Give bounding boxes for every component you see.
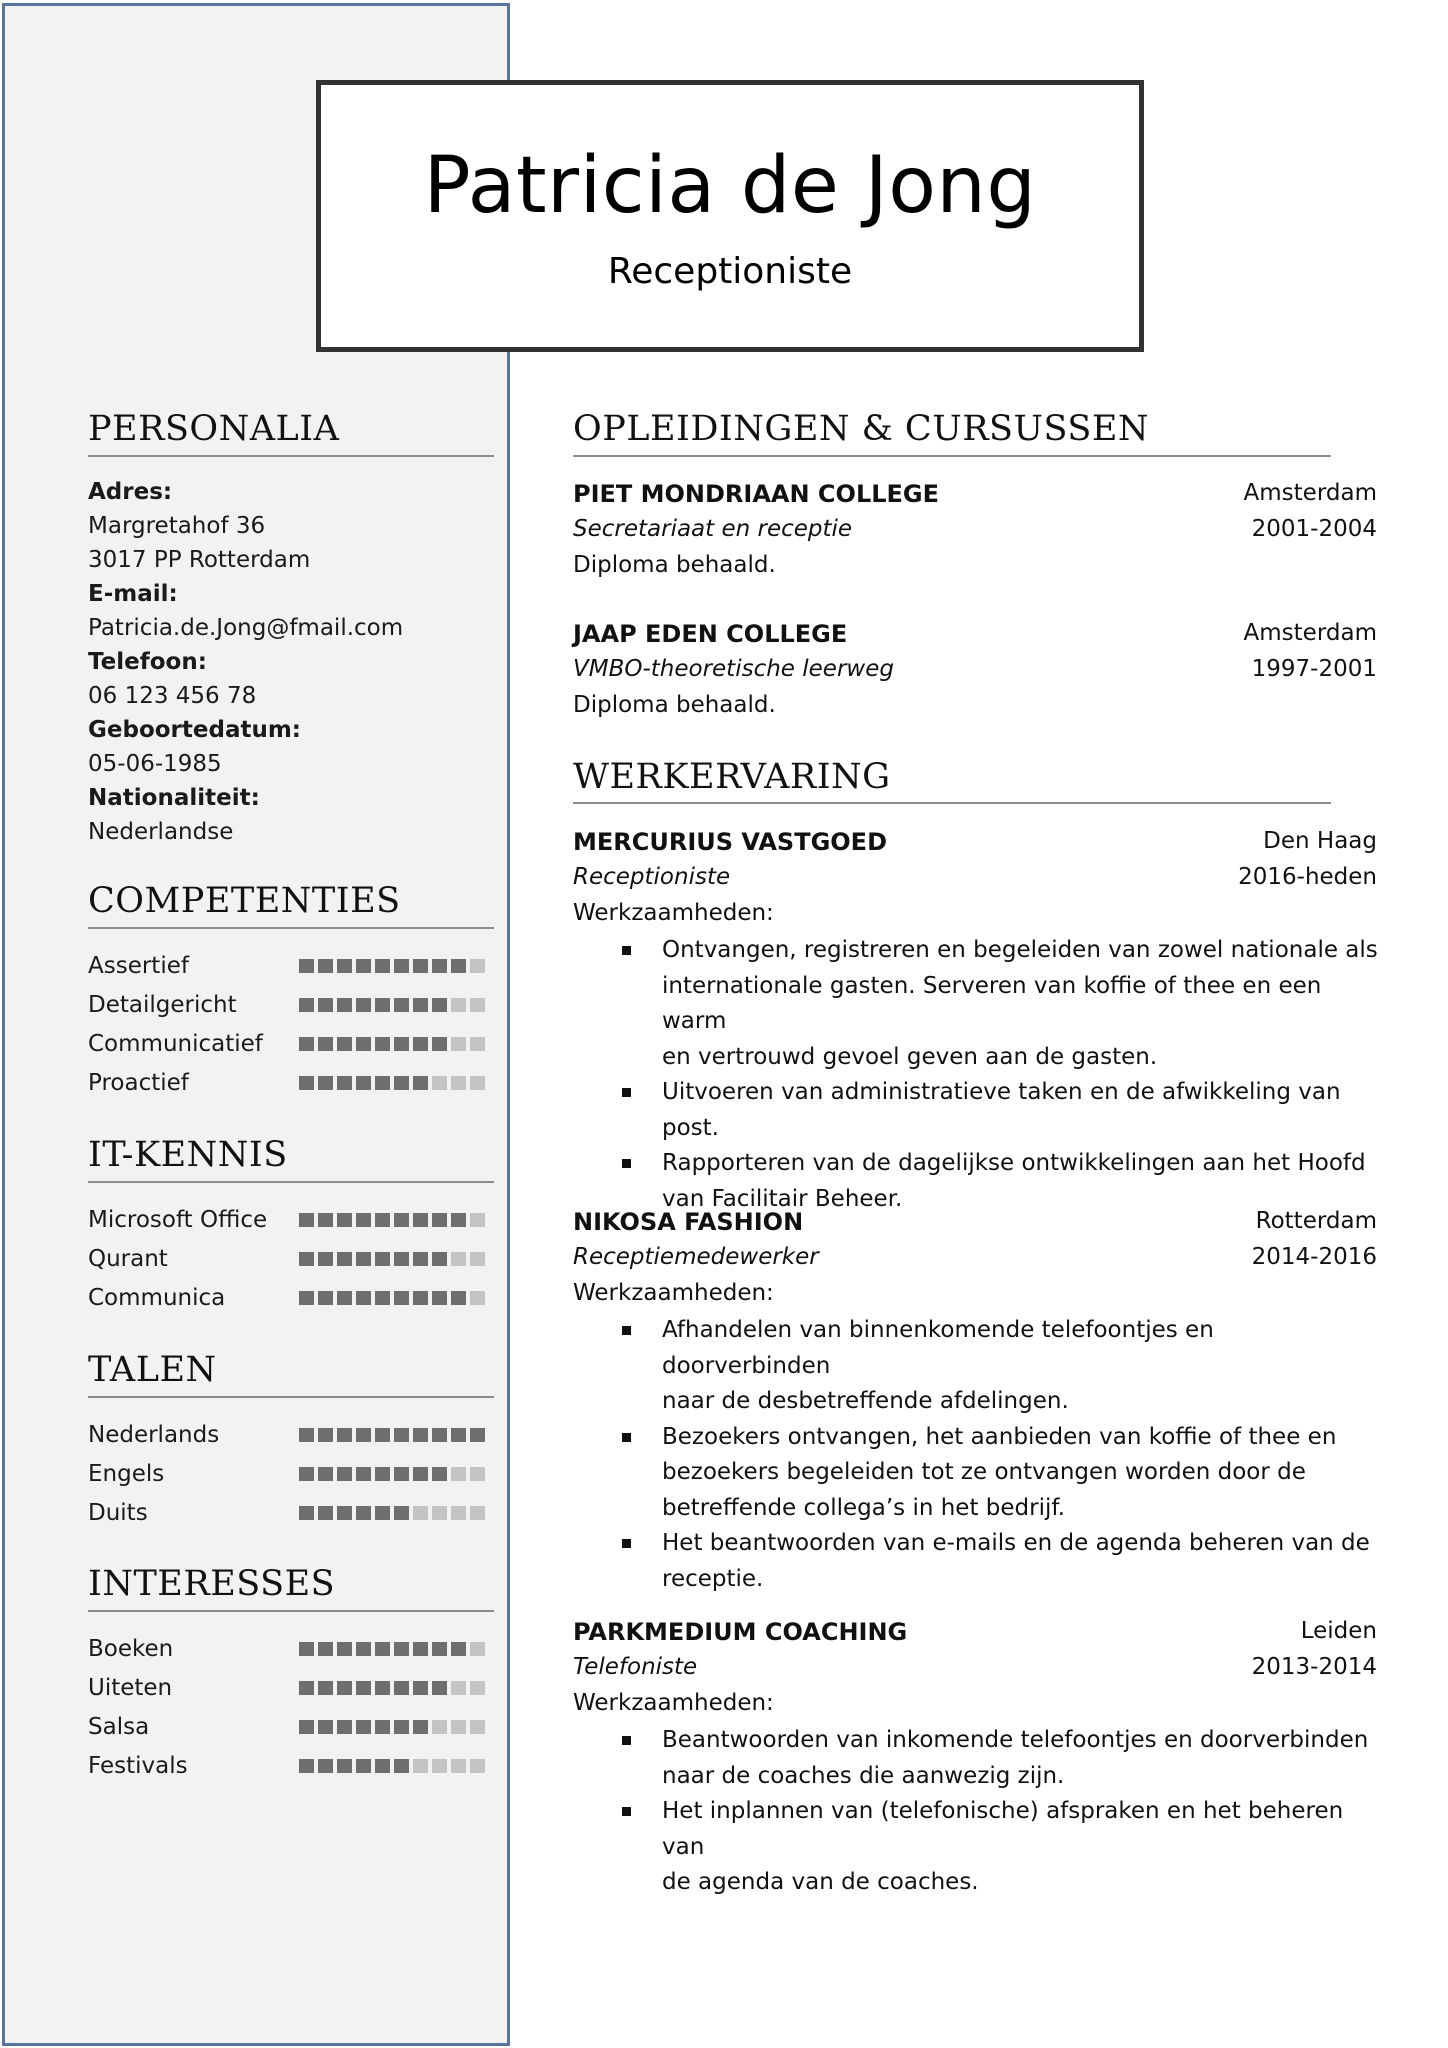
skill-level-bar xyxy=(299,1037,489,1051)
school-location: Amsterdam xyxy=(1243,480,1377,506)
skill-block-filled xyxy=(318,1037,333,1051)
section-title-werkervaring: WERKERVARING xyxy=(573,757,891,797)
skill-block-filled xyxy=(299,1428,314,1442)
skill-block-filled xyxy=(356,998,371,1012)
candidate-role: Receptioniste xyxy=(607,251,853,292)
skill-block-filled xyxy=(432,998,447,1012)
nationality-label: Nationaliteit: xyxy=(88,785,260,811)
job-years: 2014-2016 xyxy=(1251,1244,1377,1270)
skill-block-filled xyxy=(318,959,333,973)
bullet-square-icon xyxy=(622,1539,631,1548)
education-years: 2001-2004 xyxy=(1251,516,1377,542)
skill-row xyxy=(88,1424,490,1452)
skill-block-filled xyxy=(337,1213,352,1227)
task-text-line: Het inplannen van (telefonische) afspraken en het beheren van xyxy=(662,1798,1344,1860)
skill-block-filled xyxy=(413,1467,428,1481)
company-name: MERCURIUS VASTGOED xyxy=(573,828,887,856)
education-years: 1997-2001 xyxy=(1251,656,1377,682)
company-location: Leiden xyxy=(1300,1618,1377,1644)
skill-block-filled xyxy=(318,998,333,1012)
bullet-square-icon xyxy=(622,1736,631,1745)
skill-block-filled xyxy=(413,1642,428,1656)
candidate-name: Patricia de Jong xyxy=(423,141,1037,231)
birthdate-value: 05-06-1985 xyxy=(88,751,222,777)
section-divider xyxy=(88,455,494,457)
skill-block-filled xyxy=(318,1213,333,1227)
skill-row xyxy=(88,1716,490,1744)
skill-block-empty xyxy=(470,1037,485,1051)
skill-block-filled xyxy=(394,1642,409,1656)
skill-block-filled xyxy=(337,1428,352,1442)
skill-block-empty xyxy=(451,998,466,1012)
skill-block-filled xyxy=(375,1759,390,1773)
skill-block-filled xyxy=(337,1506,352,1520)
skill-level-bar xyxy=(299,1720,489,1734)
education-entry-header xyxy=(573,482,1377,512)
skill-block-filled xyxy=(318,1467,333,1481)
skill-block-filled xyxy=(318,1252,333,1266)
skill-row xyxy=(88,1677,490,1705)
task-text-line: internationale gasten. Serveren van koffie of thee en een warm xyxy=(662,972,1322,1034)
email-label: E-mail: xyxy=(88,581,178,607)
skill-block-empty xyxy=(451,1506,466,1520)
task-text-line: Uitvoeren van administratieve taken en de afwikkeling van post. xyxy=(662,1079,1341,1141)
task-list xyxy=(618,1723,1378,1901)
skill-row xyxy=(88,1248,490,1276)
skill-block-filled xyxy=(394,998,409,1012)
section-divider xyxy=(88,1181,494,1183)
task-list xyxy=(618,1313,1378,1597)
education-entry-subheader xyxy=(573,658,1377,688)
address-label: Adres: xyxy=(88,479,173,505)
skill-row xyxy=(88,955,490,983)
skill-block-filled xyxy=(394,1681,409,1695)
skill-label: Festivals xyxy=(88,1753,188,1779)
skill-block-empty xyxy=(470,1076,485,1090)
skill-block-filled xyxy=(356,1642,371,1656)
skill-row xyxy=(88,994,490,1022)
skill-block-filled xyxy=(394,1759,409,1773)
skill-block-filled xyxy=(356,1506,371,1520)
skill-block-empty xyxy=(470,1759,485,1773)
section-title-opleidingen: OPLEIDINGEN & CURSUSSEN xyxy=(573,409,1150,449)
skill-block-filled xyxy=(375,1642,390,1656)
skill-block-filled xyxy=(432,959,447,973)
skill-block-empty xyxy=(470,1642,485,1656)
skill-block-filled xyxy=(337,1467,352,1481)
skill-block-filled xyxy=(413,1720,428,1734)
skill-level-bar xyxy=(299,1076,489,1090)
skill-row xyxy=(88,1755,490,1783)
task-text-line: naar de desbetreffende afdelingen. xyxy=(662,1388,1069,1414)
skill-block-empty xyxy=(470,1291,485,1305)
skill-block-filled xyxy=(375,1213,390,1227)
skill-block-filled xyxy=(375,1467,390,1481)
skill-label: Proactief xyxy=(88,1070,189,1096)
skill-block-filled xyxy=(318,1720,333,1734)
bullet-square-icon xyxy=(622,1807,631,1816)
birthdate-label: Geboortedatum: xyxy=(88,717,301,743)
education-note: Diploma behaald. xyxy=(573,552,776,578)
task-text-line: van Facilitair Beheer. xyxy=(662,1185,903,1212)
skill-block-filled xyxy=(394,1037,409,1051)
skill-block-filled xyxy=(413,1076,428,1090)
skill-label: Communica xyxy=(88,1285,226,1311)
skill-block-filled xyxy=(413,1037,428,1051)
skill-block-filled xyxy=(356,1252,371,1266)
skill-label: Duits xyxy=(88,1500,148,1526)
skill-block-empty xyxy=(451,1076,466,1090)
task-text-line: bezoekers begeleiden tot ze ontvangen worden door de xyxy=(662,1459,1306,1485)
skill-block-empty xyxy=(470,1467,485,1481)
program-name: Secretariaat en receptie xyxy=(573,516,853,542)
skill-row xyxy=(88,1209,490,1237)
skill-block-filled xyxy=(375,1037,390,1051)
section-divider xyxy=(573,802,1331,804)
task-item xyxy=(618,1526,1378,1597)
skill-block-filled xyxy=(375,1076,390,1090)
skill-block-filled xyxy=(432,1291,447,1305)
skill-row xyxy=(88,1638,490,1666)
skill-block-filled xyxy=(337,998,352,1012)
skill-block-filled xyxy=(413,1428,428,1442)
skill-block-filled xyxy=(432,1037,447,1051)
skill-block-filled xyxy=(318,1759,333,1773)
program-name: VMBO-theoretische leerweg xyxy=(573,656,894,682)
skill-block-filled xyxy=(299,1213,314,1227)
skill-block-filled xyxy=(356,1467,371,1481)
skill-level-bar xyxy=(299,1681,489,1695)
task-text-line: receptie. xyxy=(662,1565,764,1592)
skill-block-filled xyxy=(451,1428,466,1442)
job-position: Receptioniste xyxy=(573,864,731,890)
school-name: JAAP EDEN COLLEGE xyxy=(573,620,848,648)
section-divider xyxy=(88,1610,494,1612)
skill-block-filled xyxy=(337,1037,352,1051)
skill-block-empty xyxy=(470,998,485,1012)
skill-block-empty xyxy=(432,1076,447,1090)
task-item xyxy=(618,933,1378,1075)
task-text-line: betreffende collega’s in het bedrijf. xyxy=(662,1494,1066,1521)
skill-row xyxy=(88,1033,490,1061)
skill-block-empty xyxy=(432,1506,447,1520)
skill-block-empty xyxy=(413,1506,428,1520)
skill-block-filled xyxy=(413,998,428,1012)
company-name: PARKMEDIUM COACHING xyxy=(573,1618,908,1646)
skill-block-filled xyxy=(337,1076,352,1090)
skill-block-filled xyxy=(375,1291,390,1305)
skill-level-bar xyxy=(299,1642,489,1656)
skill-level-bar xyxy=(299,1467,489,1481)
skill-block-filled xyxy=(413,1252,428,1266)
skill-label: Engels xyxy=(88,1461,165,1487)
task-text-line: en vertrouwd gevoel geven aan de gasten. xyxy=(662,1043,1158,1070)
skill-block-filled xyxy=(356,1759,371,1773)
task-text-line: Rapporteren van de dagelijkse ontwikkelingen aan het Hoofd xyxy=(662,1150,1366,1176)
skill-block-empty xyxy=(451,1037,466,1051)
skill-level-bar xyxy=(299,1252,489,1266)
skill-block-filled xyxy=(318,1428,333,1442)
skill-level-bar xyxy=(299,1506,489,1520)
skill-block-filled xyxy=(299,1467,314,1481)
tasks-label: Werkzaamheden: xyxy=(573,900,774,926)
skill-row xyxy=(88,1463,490,1491)
skill-block-filled xyxy=(375,1720,390,1734)
skill-block-filled xyxy=(318,1642,333,1656)
bullet-square-icon xyxy=(622,1159,631,1168)
skill-block-empty xyxy=(470,1681,485,1695)
skill-block-filled xyxy=(337,1252,352,1266)
skill-label: Detailgericht xyxy=(88,992,237,1018)
job-entry-subheader xyxy=(573,866,1377,896)
skill-label: Nederlands xyxy=(88,1422,220,1448)
skill-block-filled xyxy=(451,1642,466,1656)
bullet-square-icon xyxy=(622,1326,631,1335)
skill-block-filled xyxy=(299,1037,314,1051)
skill-block-filled xyxy=(394,1213,409,1227)
name-header-box xyxy=(316,80,1144,352)
skill-block-filled xyxy=(432,1252,447,1266)
skill-block-empty xyxy=(432,1720,447,1734)
skill-row xyxy=(88,1502,490,1530)
skill-block-filled xyxy=(356,1428,371,1442)
skill-block-filled xyxy=(299,1252,314,1266)
skill-block-filled xyxy=(394,959,409,973)
skill-block-filled xyxy=(299,1642,314,1656)
task-text-line: Ontvangen, registreren en begeleiden van zowel nationale als xyxy=(662,937,1378,963)
phone-value: 06 123 456 78 xyxy=(88,683,257,709)
job-entry-subheader xyxy=(573,1246,1377,1276)
skill-label: Assertief xyxy=(88,953,189,979)
skill-block-filled xyxy=(318,1681,333,1695)
phone-label: Telefoon: xyxy=(88,649,207,675)
skill-row xyxy=(88,1287,490,1315)
skill-level-bar xyxy=(299,998,489,1012)
skill-block-empty xyxy=(470,1506,485,1520)
skill-label: Salsa xyxy=(88,1714,150,1740)
nationality-value: Nederlandse xyxy=(88,819,234,845)
skill-block-filled xyxy=(299,1759,314,1773)
skill-block-filled xyxy=(394,1506,409,1520)
skill-block-filled xyxy=(337,1642,352,1656)
task-text-line: Het beantwoorden van e-mails en de agenda beheren van de xyxy=(662,1530,1370,1556)
skill-block-filled xyxy=(432,1681,447,1695)
skill-block-empty xyxy=(451,1720,466,1734)
skill-block-filled xyxy=(299,1076,314,1090)
skill-block-filled xyxy=(413,959,428,973)
skill-block-empty xyxy=(451,1759,466,1773)
school-name: PIET MONDRIAAN COLLEGE xyxy=(573,480,940,508)
skill-block-filled xyxy=(299,1720,314,1734)
job-entry-subheader xyxy=(573,1656,1377,1686)
skill-block-filled xyxy=(375,1681,390,1695)
skill-block-empty xyxy=(470,1213,485,1227)
skill-block-filled xyxy=(299,1291,314,1305)
skill-label: Communicatief xyxy=(88,1031,263,1057)
job-years: 2013-2014 xyxy=(1251,1654,1377,1680)
task-item xyxy=(618,1146,1378,1217)
skill-label: Boeken xyxy=(88,1636,174,1662)
skill-block-filled xyxy=(451,1291,466,1305)
skill-block-filled xyxy=(356,1720,371,1734)
skill-block-filled xyxy=(318,1506,333,1520)
bullet-square-icon xyxy=(622,1088,631,1097)
skill-block-filled xyxy=(375,1506,390,1520)
task-text-line: de agenda van de coaches. xyxy=(662,1869,979,1895)
skill-block-filled xyxy=(413,1213,428,1227)
skill-block-empty xyxy=(451,1252,466,1266)
skill-block-filled xyxy=(432,1467,447,1481)
skill-level-bar xyxy=(299,1759,489,1773)
bullet-square-icon xyxy=(622,946,631,955)
company-location: Rotterdam xyxy=(1255,1208,1377,1234)
tasks-label: Werkzaamheden: xyxy=(573,1690,774,1716)
skill-label: Uiteten xyxy=(88,1675,173,1701)
skill-block-filled xyxy=(394,1252,409,1266)
skill-level-bar xyxy=(299,1291,489,1305)
skill-block-filled xyxy=(356,1291,371,1305)
section-divider xyxy=(573,455,1331,457)
company-name: NIKOSA FASHION xyxy=(573,1208,804,1236)
section-title-competenties: COMPETENTIES xyxy=(88,881,401,921)
skill-block-filled xyxy=(356,1213,371,1227)
section-title-interesses: INTERESSES xyxy=(88,1564,336,1604)
skill-block-filled xyxy=(337,1720,352,1734)
skill-block-filled xyxy=(375,998,390,1012)
education-note: Diploma behaald. xyxy=(573,692,776,718)
job-position: Telefoniste xyxy=(573,1654,698,1680)
section-title-talen: TALEN xyxy=(88,1350,217,1390)
section-title-it-kennis: IT-KENNIS xyxy=(88,1135,288,1175)
section-divider xyxy=(88,927,494,929)
skill-block-filled xyxy=(394,1720,409,1734)
address-line2: 3017 PP Rotterdam xyxy=(88,547,311,573)
skill-block-filled xyxy=(356,1037,371,1051)
skill-block-filled xyxy=(432,1642,447,1656)
skill-block-filled xyxy=(394,1076,409,1090)
skill-block-filled xyxy=(356,1076,371,1090)
job-entry-header xyxy=(573,1620,1377,1650)
skill-block-filled xyxy=(299,1506,314,1520)
education-entry-subheader xyxy=(573,518,1377,548)
section-title-personalia: PERSONALIA xyxy=(88,409,340,449)
skill-block-filled xyxy=(299,998,314,1012)
skill-block-filled xyxy=(337,959,352,973)
job-position: Receptiemedewerker xyxy=(573,1244,819,1270)
skill-block-empty xyxy=(451,1467,466,1481)
task-item xyxy=(618,1794,1378,1901)
skill-block-filled xyxy=(432,1428,447,1442)
skill-block-filled xyxy=(356,1681,371,1695)
skill-block-filled xyxy=(413,1681,428,1695)
skill-block-filled xyxy=(394,1291,409,1305)
skill-level-bar xyxy=(299,1213,489,1227)
skill-level-bar xyxy=(299,959,489,973)
skill-block-filled xyxy=(451,1213,466,1227)
skill-block-empty xyxy=(413,1759,428,1773)
skill-label: Microsoft Office xyxy=(88,1207,268,1233)
task-item xyxy=(618,1313,1378,1420)
section-divider xyxy=(88,1396,494,1398)
skill-level-bar xyxy=(299,1428,489,1442)
school-location: Amsterdam xyxy=(1243,620,1377,646)
task-text-line: Beantwoorden van inkomende telefoontjes en doorverbinden xyxy=(662,1727,1369,1753)
skill-block-filled xyxy=(375,1252,390,1266)
email-value: Patricia.de.Jong@fmail.com xyxy=(88,615,404,641)
skill-block-filled xyxy=(394,1467,409,1481)
task-text-line: naar de coaches die aanwezig zijn. xyxy=(662,1762,1065,1789)
skill-block-filled xyxy=(318,1076,333,1090)
bullet-square-icon xyxy=(622,1433,631,1442)
address-line1: Margretahof 36 xyxy=(88,513,266,539)
skill-block-empty xyxy=(451,1681,466,1695)
skill-block-filled xyxy=(299,959,314,973)
job-entry-header xyxy=(573,1210,1377,1240)
skill-block-empty xyxy=(470,959,485,973)
skill-block-filled xyxy=(413,1291,428,1305)
skill-block-filled xyxy=(394,1428,409,1442)
task-item xyxy=(618,1420,1378,1527)
skill-block-filled xyxy=(451,959,466,973)
task-item xyxy=(618,1075,1378,1146)
skill-block-filled xyxy=(432,1213,447,1227)
job-years: 2016-heden xyxy=(1238,864,1377,890)
company-location: Den Haag xyxy=(1263,828,1377,854)
task-text-line: Bezoekers ontvangen, het aanbieden van koffie of thee en xyxy=(662,1423,1337,1450)
skill-row xyxy=(88,1072,490,1100)
skill-block-empty xyxy=(470,1252,485,1266)
skill-label: Qurant xyxy=(88,1246,168,1272)
skill-block-filled xyxy=(318,1291,333,1305)
skill-block-filled xyxy=(337,1291,352,1305)
skill-block-filled xyxy=(299,1681,314,1695)
task-text-line: Afhandelen van binnenkomende telefoontjes en doorverbinden xyxy=(662,1317,1214,1379)
skill-block-filled xyxy=(356,959,371,973)
education-entry-header xyxy=(573,622,1377,652)
job-entry-header xyxy=(573,830,1377,860)
task-list xyxy=(618,933,1378,1217)
task-item xyxy=(618,1723,1378,1794)
skill-block-filled xyxy=(337,1681,352,1695)
skill-block-filled xyxy=(470,1428,485,1442)
skill-block-empty xyxy=(470,1720,485,1734)
skill-block-filled xyxy=(375,959,390,973)
skill-block-empty xyxy=(432,1759,447,1773)
skill-block-filled xyxy=(337,1759,352,1773)
skill-block-filled xyxy=(375,1428,390,1442)
tasks-label: Werkzaamheden: xyxy=(573,1280,774,1306)
